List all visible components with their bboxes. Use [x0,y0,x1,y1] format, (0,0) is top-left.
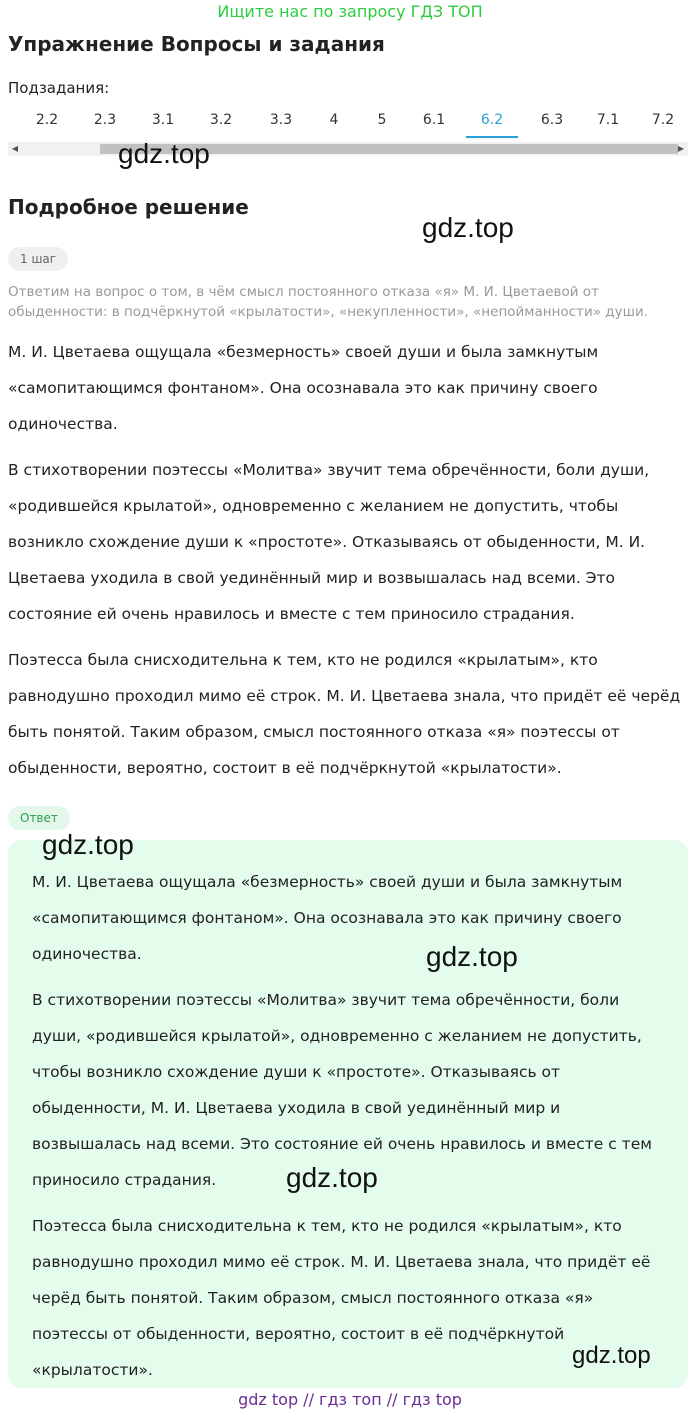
solution-paragraph: М. И. Цветаева ощущала «безмерность» своей души и была замкнутым «самопитающимся фонтаном». Она осознавала это как причину своего одиночества. [8,343,599,433]
tab-6-1[interactable]: 6.1 [422,112,446,128]
watermark: gdz.top [118,138,210,169]
tab-3-2[interactable]: 3.2 [209,112,233,128]
scroll-right-icon[interactable]: ▶ [677,144,685,153]
answer-paragraph: Поэтесса была снисходительна к тем, кто не родился «крылатым», кто равнодушно проходил мимо её строк. М. И. Цветаева знала, что придёт её черёд быть понятой. Таким образом, смысл постоянного отказа «я» поэтессы от обыденности, вероятно, состоит в её подчёркнутой «крылатости». [32,1217,651,1379]
tab-5[interactable]: 5 [377,112,387,128]
solution-paragraph: В стихотворении поэтессы «Молитва» звучит тема обречённости, боли души, «родившейся крылатой», одновременно с желанием не допустить, чтобы возникло схождение души к «простоте». Отказываясь от обыденности, М. И. Цветаева уходила в свой уединённый мир и возвышалась над всеми. Это состояние ей очень нравилось и вместе с тем приносило страдания. [8,461,650,623]
section-title: Подробное решение [8,195,249,219]
answer-box [8,840,688,1388]
tab-2-2[interactable]: 2.2 [35,112,59,128]
footer-links: gdz top // гдз топ // гдз top [238,1390,462,1409]
step-badge: 1 шаг [8,247,68,271]
tab-6-2[interactable]: 6.2 [466,106,518,138]
watermark: gdz.top [422,212,514,243]
tab-2-3[interactable]: 2.3 [93,112,117,128]
solution-paragraph: Поэтесса была снисходительна к тем, кто не родился «крылатым», кто равнодушно проходил мимо её строк. М. И. Цветаева знала, что придёт её черёд быть понятой. Таким образом, смысл постоянного отказа «я» поэтессы от обыденности, вероятно, состоит в её подчёркнутой «крылатости». [8,651,681,777]
question-text: Ответим на вопрос о том, в чём смысл постоянного отказа «я» М. И. Цветаевой от обыденности: в подчёркнутой «крылатости», «некупленности», «непойманности» души. [8,284,649,320]
answer-paragraph: М. И. Цветаева ощущала «безмерность» своей души и была замкнутым «самопитающимся фонтаном». Она осознавала это как причину своего одиночества. [32,873,623,963]
tab-7-2[interactable]: 7.2 [651,112,675,128]
answer-badge: Ответ [8,806,70,830]
scroll-left-icon[interactable]: ◀ [11,144,19,153]
answer-paragraph: В стихотворении поэтессы «Молитва» звучит тема обречённости, боли души, «родившейся крылатой», одновременно с желанием не допустить, чтобы возникло схождение души к «простоте». Отказываясь от обыденности, М. И. Цветаева уходила в свой уединённый мир и возвышалась над всеми. Это состояние ей очень нравилось и вместе с тем приносило страдания. [32,991,652,1189]
watermark: gdz.top [572,1342,651,1369]
subtasks-label: Подзадания: [8,79,110,97]
search-banner: Ищите нас по запросу ГДЗ ТОП [217,2,483,21]
tab-3-3[interactable]: 3.3 [269,112,293,128]
tab-3-1[interactable]: 3.1 [151,112,175,128]
tab-6-3[interactable]: 6.3 [540,112,564,128]
solution-text [8,334,688,796]
watermark: gdz.top [286,1162,378,1193]
exercise-title: Упражнение Вопросы и задания [8,32,385,56]
watermark: gdz.top [42,829,134,860]
watermark: gdz.top [426,941,518,972]
tab-4[interactable]: 4 [329,112,339,128]
subtask-tabs [8,106,692,142]
tabs-scrollbar[interactable] [8,142,688,156]
tab-7-1[interactable]: 7.1 [596,112,620,128]
